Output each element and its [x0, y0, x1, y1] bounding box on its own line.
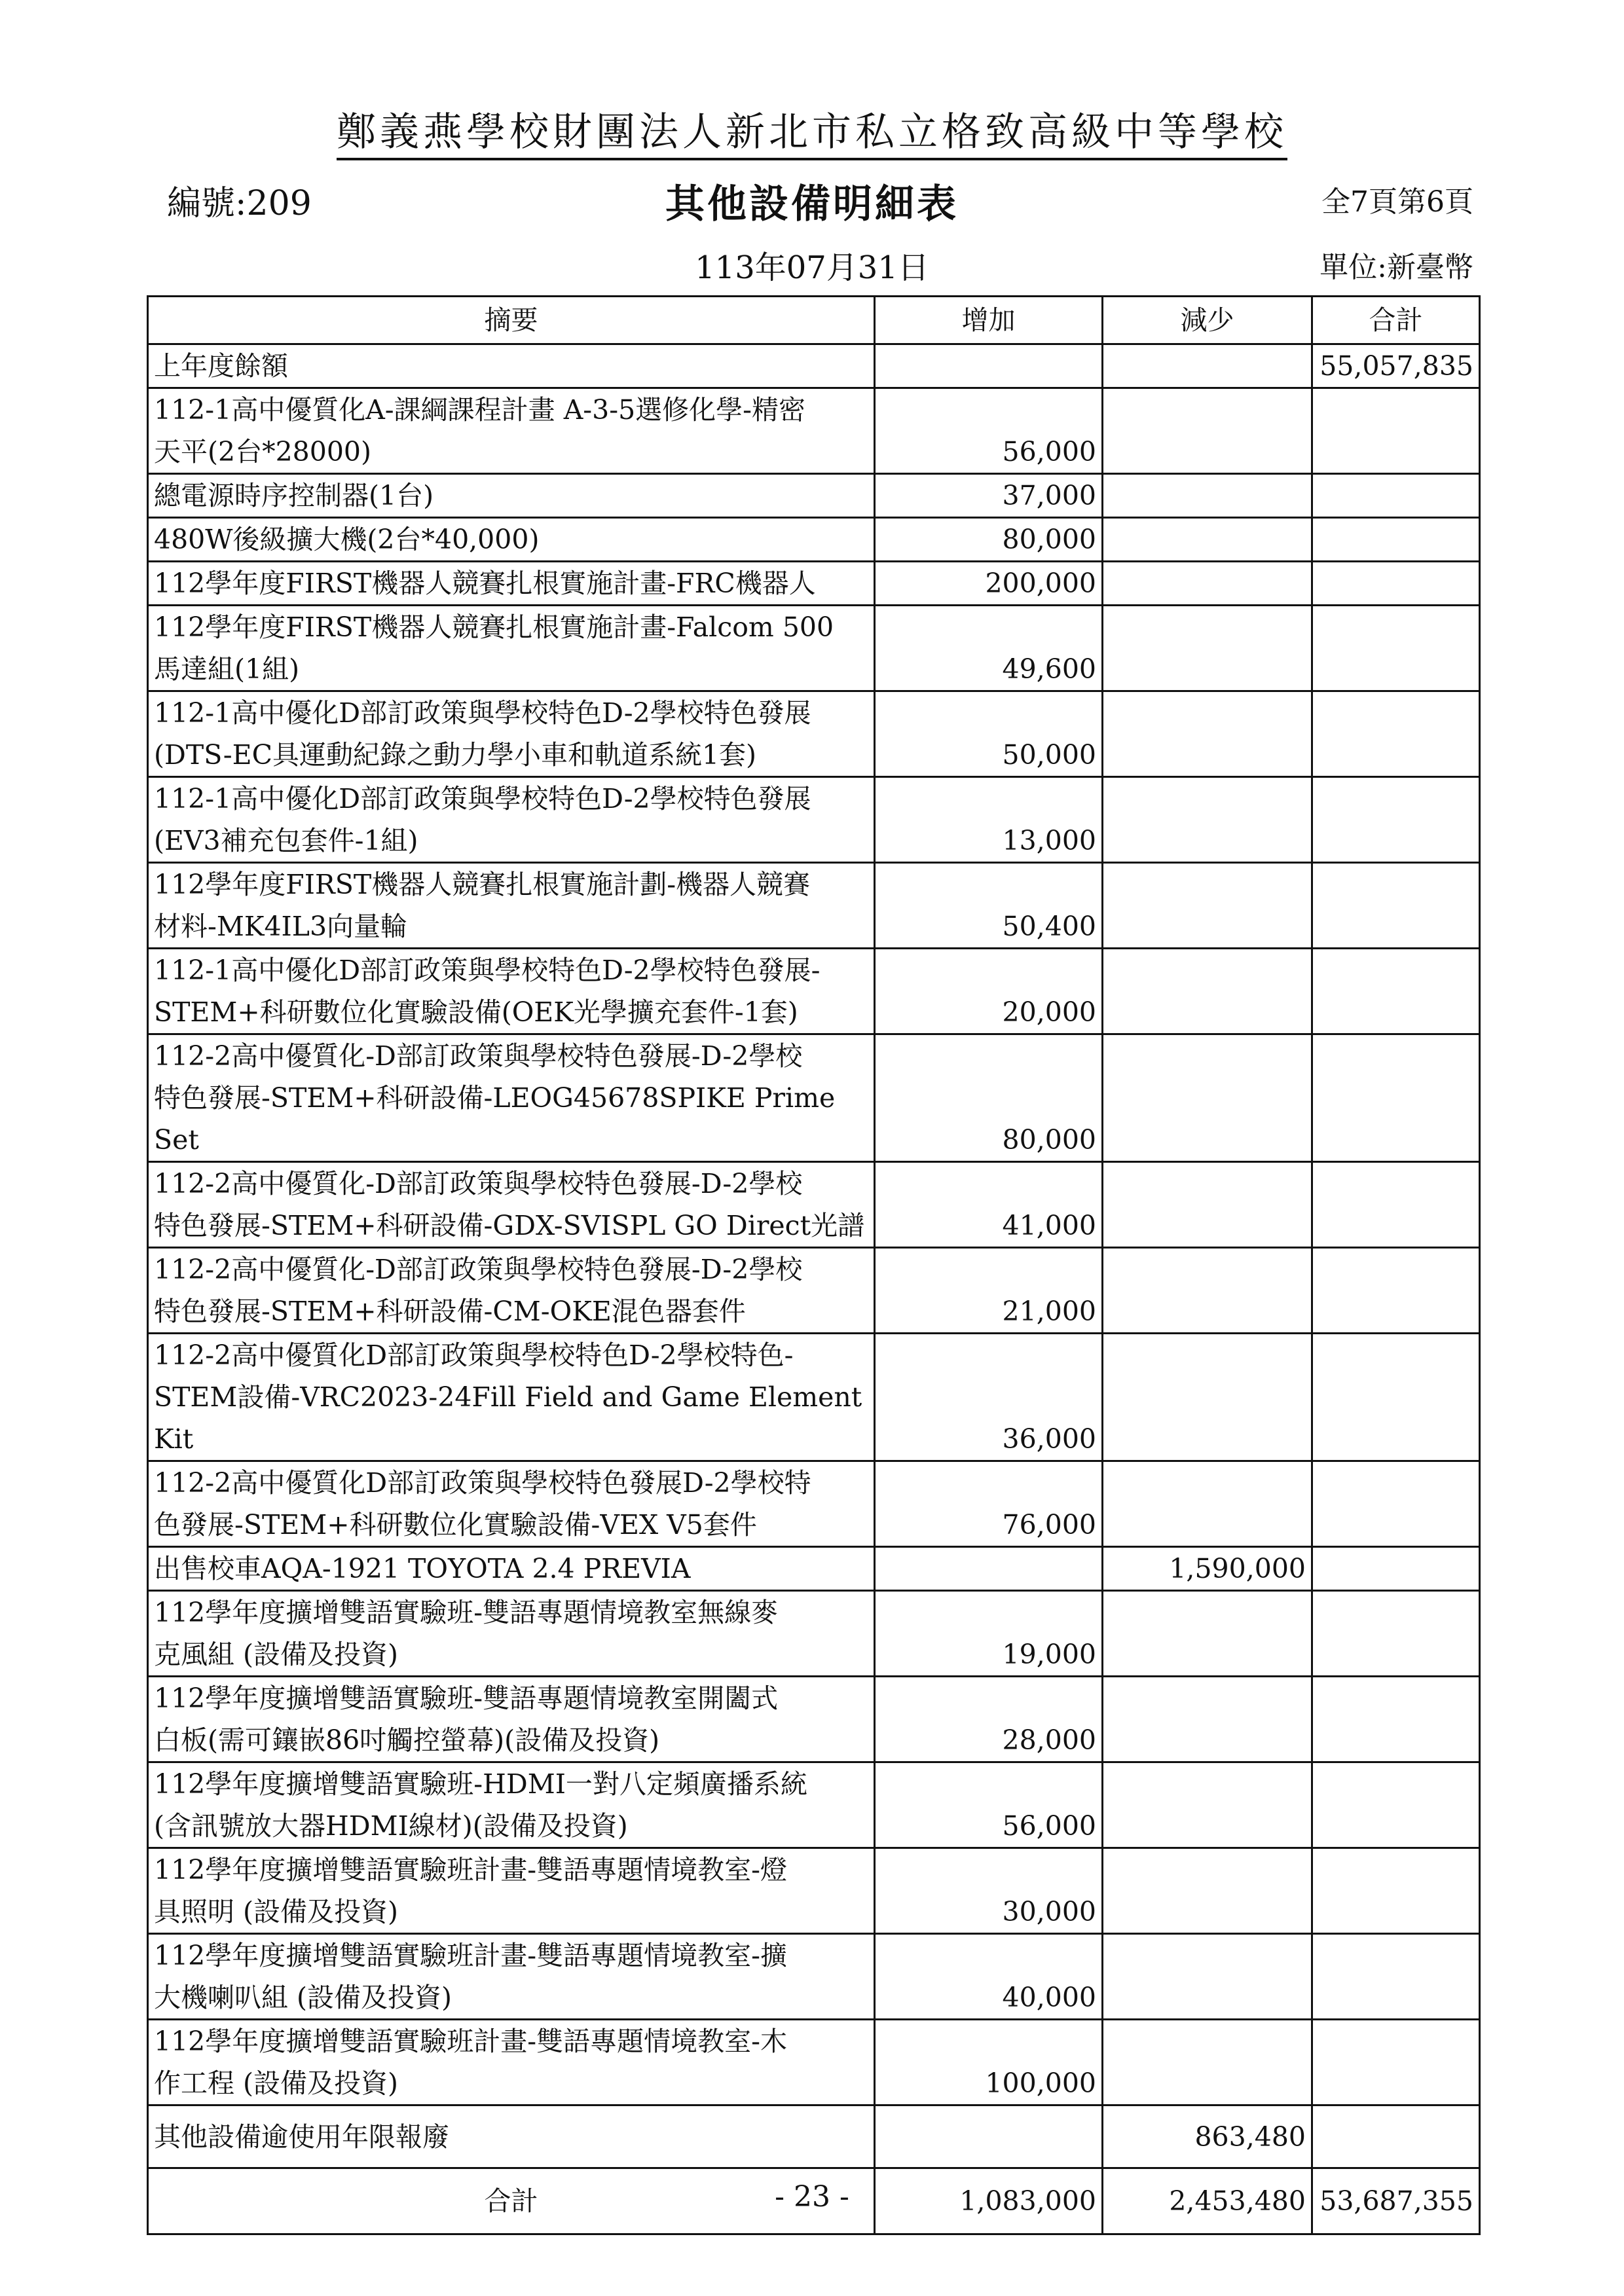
org-title [0, 110, 1624, 160]
row-increase: 80,000 [875, 518, 1103, 562]
doc-number: 編號:209 [167, 184, 312, 223]
row-total [1312, 1934, 1480, 2020]
row-total [1312, 691, 1480, 777]
table-row [148, 1677, 1480, 1762]
row-description: 112-1高中優化D部訂政策與學校特色D-2學校特色發展 (EV3補充包套件-1組) [148, 777, 875, 863]
row-decrease [1103, 344, 1312, 388]
row-increase: 30,000 [875, 1848, 1103, 1934]
row-increase: 200,000 [875, 562, 1103, 606]
org-title-text: 鄭義燕學校財團法人新北市私立格致高級中等學校 [337, 110, 1287, 160]
row-total [1312, 2020, 1480, 2105]
table-row [148, 777, 1480, 863]
row-description: 112學年度擴增雙語實驗班-HDMI一對八定頻廣播系統 (含訊號放大器HDMI線材)(設備及投資) [148, 1762, 875, 1848]
row-decrease [1103, 1677, 1312, 1762]
doc-date: 113年07月31日 [695, 249, 929, 286]
row-increase: 56,000 [875, 1762, 1103, 1848]
row-total [1312, 518, 1480, 562]
table-row [148, 1762, 1480, 1848]
col-header-description: 摘要 [148, 297, 875, 344]
row-decrease [1103, 1848, 1312, 1934]
row-decrease [1103, 606, 1312, 691]
table-row [148, 1034, 1480, 1162]
row-total [1312, 777, 1480, 863]
row-decrease [1103, 562, 1312, 606]
table-row [148, 388, 1480, 474]
table-row [148, 1248, 1480, 1334]
ledger-body [148, 344, 1480, 2168]
row-total [1312, 1591, 1480, 1677]
row-description: 480W後級擴大機(2台*40,000) [148, 518, 875, 562]
col-header-total: 合計 [1312, 297, 1480, 344]
total-decrease: 2,453,480 [1103, 2168, 1312, 2234]
row-increase: 19,000 [875, 1591, 1103, 1677]
row-increase: 56,000 [875, 388, 1103, 474]
row-decrease: 1,590,000 [1103, 1547, 1312, 1591]
row-description: 112-2高中優質化-D部訂政策與學校特色發展-D-2學校 特色發展-STEM+科研設備-CM-OKE混色器套件 [148, 1248, 875, 1334]
row-total [1312, 863, 1480, 949]
table-row [148, 2105, 1480, 2168]
row-increase: 40,000 [875, 1934, 1103, 2020]
total-balance: 53,687,355 [1312, 2168, 1480, 2234]
row-description: 其他設備逾使用年限報廢 [148, 2105, 875, 2168]
row-total: 55,057,835 [1312, 344, 1480, 388]
page-info: 全7頁第6頁 [1321, 185, 1473, 219]
row-increase: 49,600 [875, 606, 1103, 691]
table-row [148, 344, 1480, 388]
row-description: 112-2高中優質化D部訂政策與學校特色D-2學校特色- STEM設備-VRC2023-24Fill Field and Game Element Kit [148, 1334, 875, 1461]
row-total [1312, 1677, 1480, 1762]
row-total [1312, 1848, 1480, 1934]
row-increase: 36,000 [875, 1334, 1103, 1461]
row-increase: 50,000 [875, 691, 1103, 777]
total-increase: 1,083,000 [875, 2168, 1103, 2234]
row-description: 112學年度擴增雙語實驗班-雙語專題情境教室無線麥 克風組 (設備及投資) [148, 1591, 875, 1677]
row-increase [875, 2105, 1103, 2168]
row-increase: 21,000 [875, 1248, 1103, 1334]
row-increase [875, 1547, 1103, 1591]
row-decrease: 863,480 [1103, 2105, 1312, 2168]
row-increase: 28,000 [875, 1677, 1103, 1762]
row-increase: 76,000 [875, 1461, 1103, 1547]
row-description: 112學年度FIRST機器人競賽扎根實施計劃-機器人競賽 材料-MK4IL3向量輪 [148, 863, 875, 949]
doc-title: 其他設備明細表 [665, 181, 959, 227]
currency-unit: 單位:新臺幣 [1320, 251, 1473, 284]
row-decrease [1103, 388, 1312, 474]
table-row [148, 474, 1480, 518]
row-description: 112-2高中優質化-D部訂政策與學校特色發展-D-2學校 特色發展-STEM+科研設備-LEOG45678SPIKE Prime Set [148, 1034, 875, 1162]
table-row [148, 1591, 1480, 1677]
table-row [148, 562, 1480, 606]
row-decrease [1103, 1162, 1312, 1248]
row-description: 112-1高中優化D部訂政策與學校特色D-2學校特色發展 (DTS-EC具運動紀錄之動力學小車和軌道系統1套) [148, 691, 875, 777]
row-description: 出售校車AQA-1921 TOYOTA 2.4 PREVIA [148, 1547, 875, 1591]
table-row [148, 1334, 1480, 1461]
table-row [148, 606, 1480, 691]
table-row [148, 1547, 1480, 1591]
row-total [1312, 949, 1480, 1034]
row-total [1312, 1334, 1480, 1461]
page-number: - 23 - [775, 2180, 849, 2214]
row-description: 112-1高中優化D部訂政策與學校特色D-2學校特色發展- STEM+科研數位化實驗設備(OEK光學擴充套件-1套) [148, 949, 875, 1034]
row-decrease [1103, 1334, 1312, 1461]
row-description: 112學年度擴增雙語實驗班計畫-雙語專題情境教室-燈 具照明 (設備及投資) [148, 1848, 875, 1934]
row-decrease [1103, 777, 1312, 863]
table-row [148, 518, 1480, 562]
row-description: 112學年度擴增雙語實驗班計畫-雙語專題情境教室-木 作工程 (設備及投資) [148, 2020, 875, 2105]
row-decrease [1103, 518, 1312, 562]
row-description: 112學年度FIRST機器人競賽扎根實施計畫-FRC機器人 [148, 562, 875, 606]
row-description: 112-1高中優質化A-課綱課程計畫 A-3-5選修化學-精密 天平(2台*28000) [148, 388, 875, 474]
row-decrease [1103, 1591, 1312, 1677]
equipment-ledger-table [147, 295, 1481, 2235]
total-label: 合計 [148, 2168, 875, 2234]
row-total [1312, 562, 1480, 606]
row-decrease [1103, 474, 1312, 518]
table-row [148, 1848, 1480, 1934]
row-total [1312, 1547, 1480, 1591]
row-increase: 13,000 [875, 777, 1103, 863]
col-header-decrease: 減少 [1103, 297, 1312, 344]
row-decrease [1103, 2020, 1312, 2105]
row-increase: 20,000 [875, 949, 1103, 1034]
row-description: 112-2高中優質化D部訂政策與學校特色發展D-2學校特 色發展-STEM+科研數位化實驗設備-VEX V5套件 [148, 1461, 875, 1547]
table-row [148, 1162, 1480, 1248]
row-description: 112學年度擴增雙語實驗班-雙語專題情境教室開闔式 白板(需可鑲嵌86吋觸控螢幕)(設備及投資) [148, 1677, 875, 1762]
row-decrease [1103, 1762, 1312, 1848]
table-row [148, 2020, 1480, 2105]
row-description: 112-2高中優質化-D部訂政策與學校特色發展-D-2學校 特色發展-STEM+科研設備-GDX-SVISPL GO Direct光譜 [148, 1162, 875, 1248]
row-total [1312, 388, 1480, 474]
row-description: 上年度餘額 [148, 344, 875, 388]
row-total [1312, 1162, 1480, 1248]
table-row [148, 1461, 1480, 1547]
table-header-row [148, 297, 1480, 344]
row-decrease [1103, 1934, 1312, 2020]
row-total [1312, 1461, 1480, 1547]
row-increase [875, 344, 1103, 388]
row-increase: 80,000 [875, 1034, 1103, 1162]
row-decrease [1103, 691, 1312, 777]
row-total [1312, 606, 1480, 691]
table-row [148, 1934, 1480, 2020]
row-total [1312, 474, 1480, 518]
row-increase: 100,000 [875, 2020, 1103, 2105]
row-total [1312, 1034, 1480, 1162]
table-row [148, 863, 1480, 949]
table-row [148, 691, 1480, 777]
row-description: 112學年度擴增雙語實驗班計畫-雙語專題情境教室-擴 大機喇叭組 (設備及投資) [148, 1934, 875, 2020]
row-total [1312, 1248, 1480, 1334]
row-decrease [1103, 1461, 1312, 1547]
row-description: 112學年度FIRST機器人競賽扎根實施計畫-Falcom 500 馬達組(1組) [148, 606, 875, 691]
row-total [1312, 2105, 1480, 2168]
row-decrease [1103, 949, 1312, 1034]
row-decrease [1103, 1248, 1312, 1334]
row-total [1312, 1762, 1480, 1848]
row-increase: 50,400 [875, 863, 1103, 949]
row-increase: 37,000 [875, 474, 1103, 518]
row-decrease [1103, 1034, 1312, 1162]
col-header-increase: 增加 [875, 297, 1103, 344]
row-decrease [1103, 863, 1312, 949]
row-description: 總電源時序控制器(1台) [148, 474, 875, 518]
row-increase: 41,000 [875, 1162, 1103, 1248]
table-row [148, 949, 1480, 1034]
